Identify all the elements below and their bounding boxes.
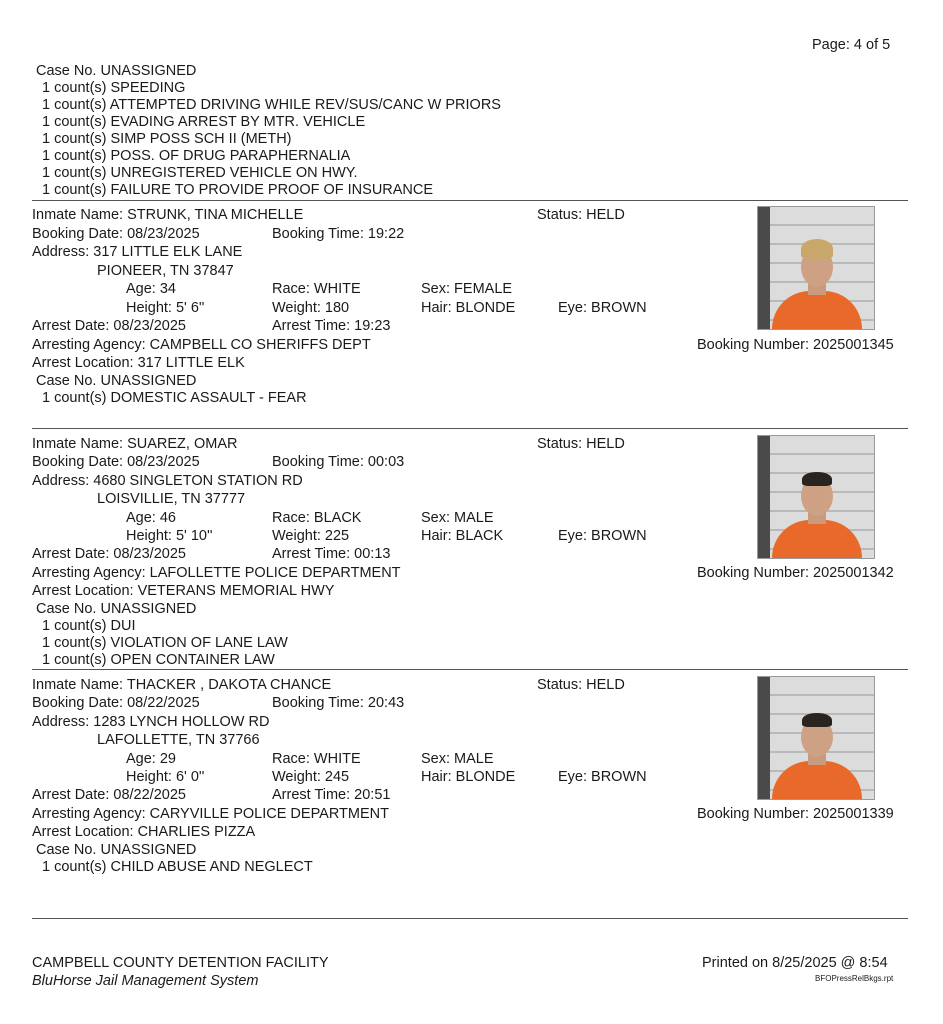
hair: Hair: BLONDE [421, 300, 516, 316]
system-name: BluHorse Jail Management System [32, 973, 259, 989]
height: Height: 5' 6'' [126, 300, 205, 316]
booking-number: Booking Number: 2025001345 [697, 337, 894, 353]
address-line: Address: 4680 SINGLETON STATION RD [32, 473, 303, 489]
case-number: Case No. UNASSIGNED [36, 63, 197, 79]
arrest-location: Arrest Location: 317 LITTLE ELK [32, 355, 245, 371]
eye: Eye: BROWN [558, 300, 647, 316]
mugshot-photo [757, 435, 875, 559]
age: Age: 29 [126, 751, 176, 767]
hair: Hair: BLACK [421, 528, 504, 544]
address-city: LAFOLLETTE, TN 37766 [97, 732, 260, 748]
case-number: Case No. UNASSIGNED [36, 842, 197, 858]
booking-number: Booking Number: 2025001342 [697, 565, 894, 581]
status: Status: HELD [537, 677, 625, 693]
arrest-time: Arrest Time: 20:51 [272, 787, 391, 803]
weight: Weight: 180 [272, 300, 350, 316]
hair: Hair: BLONDE [421, 769, 516, 785]
sex: Sex: FEMALE [421, 281, 513, 297]
height: Height: 6' 0'' [126, 769, 205, 785]
arrest-date: Arrest Date: 08/23/2025 [32, 318, 186, 334]
arresting-agency: Arresting Agency: CARYVILLE POLICE DEPARTMENT [32, 806, 389, 822]
inmate-name: Inmate Name: SUAREZ, OMAR [32, 436, 238, 452]
booking-number: Booking Number: 2025001339 [697, 806, 894, 822]
case-number: Case No. UNASSIGNED [36, 601, 197, 617]
arrest-date: Arrest Date: 08/23/2025 [32, 546, 186, 562]
address-city: PIONEER, TN 37847 [97, 263, 234, 279]
prev-case-block [36, 63, 501, 199]
race: Race: BLACK [272, 510, 362, 526]
arrest-time: Arrest Time: 00:13 [272, 546, 391, 562]
charge-line: 1 count(s) EVADING ARREST BY MTR. VEHICLE [42, 114, 366, 130]
charge-line: 1 count(s) FAILURE TO PROVIDE PROOF OF INSURANCE [42, 182, 434, 198]
divider [32, 200, 908, 201]
sex: Sex: MALE [421, 751, 494, 767]
booking-time: Booking Time: 19:22 [272, 226, 405, 242]
charge-line: 1 count(s) DOMESTIC ASSAULT - FEAR [42, 390, 307, 406]
age: Age: 46 [126, 510, 176, 526]
charge-line: 1 count(s) SPEEDING [42, 80, 186, 96]
arrest-location: Arrest Location: CHARLIES PIZZA [32, 824, 256, 840]
divider [32, 918, 908, 919]
charge-line: 1 count(s) OPEN CONTAINER LAW [42, 652, 275, 668]
booking-date: Booking Date: 08/23/2025 [32, 226, 200, 242]
race: Race: WHITE [272, 751, 361, 767]
facility-name: CAMPBELL COUNTY DETENTION FACILITY [32, 955, 329, 971]
address-line: Address: 1283 LYNCH HOLLOW RD [32, 714, 270, 730]
sex: Sex: MALE [421, 510, 494, 526]
report-filename: BFOPressRelBkgs.rpt [815, 974, 894, 983]
inmate-name: Inmate Name: STRUNK, TINA MICHELLE [32, 207, 304, 223]
charge-line: 1 count(s) ATTEMPTED DRIVING WHILE REV/SUS/CANC W PRIORS [42, 97, 501, 113]
charge-line: 1 count(s) UNREGISTERED VEHICLE ON HWY. [42, 165, 358, 181]
page-number: Page: 4 of 5 [812, 37, 891, 53]
case-number: Case No. UNASSIGNED [36, 373, 197, 389]
booking-time: Booking Time: 20:43 [272, 695, 405, 711]
address-line: Address: 317 LITTLE ELK LANE [32, 244, 243, 260]
booking-time: Booking Time: 00:03 [272, 454, 405, 470]
mugshot-photo [757, 206, 875, 330]
weight: Weight: 225 [272, 528, 350, 544]
printed-timestamp: Printed on 8/25/2025 @ 8:54 [702, 955, 888, 971]
arresting-agency: Arresting Agency: LAFOLLETTE POLICE DEPARTMENT [32, 565, 401, 581]
eye: Eye: BROWN [558, 528, 647, 544]
arresting-agency: Arresting Agency: CAMPBELL CO SHERIFFS DEPT [32, 337, 371, 353]
age: Age: 34 [126, 281, 176, 297]
arrest-location: Arrest Location: VETERANS MEMORIAL HWY [32, 583, 335, 599]
booking-date: Booking Date: 08/22/2025 [32, 695, 200, 711]
inmate-name: Inmate Name: THACKER , DAKOTA CHANCE [32, 677, 332, 693]
arrest-date: Arrest Date: 08/22/2025 [32, 787, 186, 803]
status: Status: HELD [537, 207, 625, 223]
charge-line: 1 count(s) CHILD ABUSE AND NEGLECT [42, 859, 313, 875]
weight: Weight: 245 [272, 769, 350, 785]
status: Status: HELD [537, 436, 625, 452]
height: Height: 5' 10'' [126, 528, 213, 544]
race: Race: WHITE [272, 281, 361, 297]
charge-line: 1 count(s) SIMP POSS SCH II (METH) [42, 131, 292, 147]
divider [32, 669, 908, 670]
arrest-time: Arrest Time: 19:23 [272, 318, 391, 334]
eye: Eye: BROWN [558, 769, 647, 785]
charge-line: 1 count(s) VIOLATION OF LANE LAW [42, 635, 288, 651]
charge-line: 1 count(s) DUI [42, 618, 136, 634]
address-city: LOISVILLIE, TN 37777 [97, 491, 246, 507]
charge-line: 1 count(s) POSS. OF DRUG PARAPHERNALIA [42, 148, 351, 164]
mugshot-photo [757, 676, 875, 800]
divider [32, 428, 908, 429]
booking-date: Booking Date: 08/23/2025 [32, 454, 200, 470]
